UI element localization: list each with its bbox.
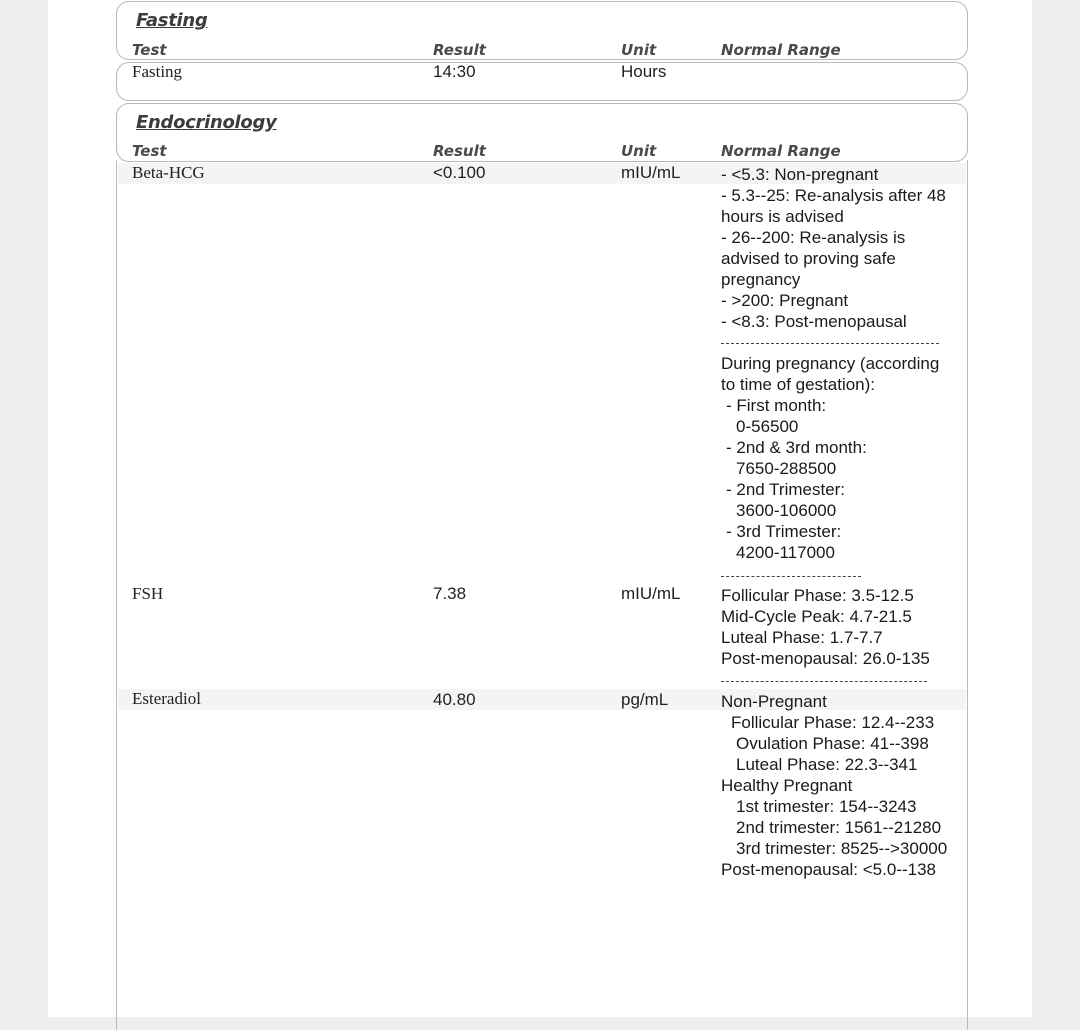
range-line: Healthy Pregnant	[721, 776, 853, 795]
fsh-normal-range	[721, 585, 930, 669]
range-line: 2nd trimester: 1561--21280	[736, 818, 942, 837]
fsh-unit: mIU/mL	[621, 584, 681, 603]
range-line: Follicular Phase: 12.4--233	[731, 713, 935, 732]
esteradiol-result: 40.80	[433, 690, 476, 709]
range-line: Non-Pregnant	[721, 692, 827, 711]
endocrinology-header-unit: Unit	[621, 142, 657, 160]
range-line: Post-menopausal: 26.0-135	[721, 649, 930, 668]
esteradiol-test-name: Esteradiol	[132, 689, 201, 708]
report-page	[48, 0, 1032, 1017]
range-line: - 2nd Trimester:	[726, 480, 846, 499]
range-line: - 5.3--25: Re-analysis after 48	[721, 186, 946, 205]
range-line: 0-56500	[736, 417, 799, 436]
range-line: - 3rd Trimester:	[726, 522, 842, 541]
range-line: pregnancy	[721, 270, 801, 289]
fsh-result: 7.38	[433, 584, 467, 603]
range-line: Ovulation Phase: 41--398	[736, 734, 929, 753]
range-line: - <8.3: Post-menopausal	[721, 312, 907, 331]
esteradiol-normal-range	[721, 691, 947, 880]
fasting-unit: Hours	[621, 62, 667, 81]
beta-hcg-unit: mIU/mL	[621, 163, 681, 182]
beta-hcg-separator-2	[721, 576, 861, 577]
range-line: 3rd trimester: 8525-->30000	[736, 839, 948, 858]
fasting-test-name: Fasting	[132, 62, 183, 81]
esteradiol-unit: pg/mL	[621, 690, 669, 709]
endocrinology-header-range: Normal Range	[721, 142, 841, 160]
beta-hcg-result: <0.100	[433, 163, 486, 182]
fasting-header-result: Result	[433, 41, 486, 59]
range-line: Follicular Phase: 3.5-12.5	[721, 586, 914, 605]
range-line: 7650-288500	[736, 459, 837, 478]
fasting-result: 14:30	[433, 62, 476, 81]
range-line: - 26--200: Re-analysis is	[721, 228, 906, 247]
beta-hcg-separator-1	[721, 343, 939, 344]
range-line: Luteal Phase: 22.3--341	[736, 755, 918, 774]
range-line: 1st trimester: 154--3243	[736, 797, 917, 816]
range-line: - >200: Pregnant	[721, 291, 849, 310]
fasting-row-box	[116, 62, 968, 101]
range-line: - <5.3: Non-pregnant	[721, 165, 879, 184]
beta-hcg-test-name: Beta-HCG	[132, 163, 205, 182]
endocrinology-section-title: Endocrinology	[136, 112, 277, 133]
range-line: Luteal Phase: 1.7-7.7	[721, 628, 883, 647]
range-line: 3600-106000	[736, 501, 837, 520]
fsh-test-name: FSH	[132, 584, 164, 603]
range-line: 4200-117000	[736, 543, 835, 562]
fasting-header-range: Normal Range	[721, 41, 841, 59]
fasting-section-title: Fasting	[136, 10, 208, 31]
fsh-separator	[721, 681, 927, 682]
beta-hcg-normal-range-pregnancy	[721, 353, 939, 563]
range-line: advised to proving safe	[721, 249, 896, 268]
beta-hcg-normal-range	[721, 164, 946, 332]
endocrinology-header-test: Test	[132, 142, 167, 160]
fasting-header-test: Test	[132, 41, 167, 59]
range-line: During pregnancy (according	[721, 354, 940, 373]
range-line: - 2nd & 3rd month:	[726, 438, 867, 457]
fasting-header-unit: Unit	[621, 41, 657, 59]
endocrinology-header-result: Result	[433, 142, 486, 160]
range-line: Post-menopausal: <5.0--138	[721, 860, 936, 879]
range-line: - First month:	[726, 396, 827, 415]
range-line: hours is advised	[721, 207, 844, 226]
range-line: to time of gestation):	[721, 375, 876, 394]
range-line: Mid-Cycle Peak: 4.7-21.5	[721, 607, 912, 626]
